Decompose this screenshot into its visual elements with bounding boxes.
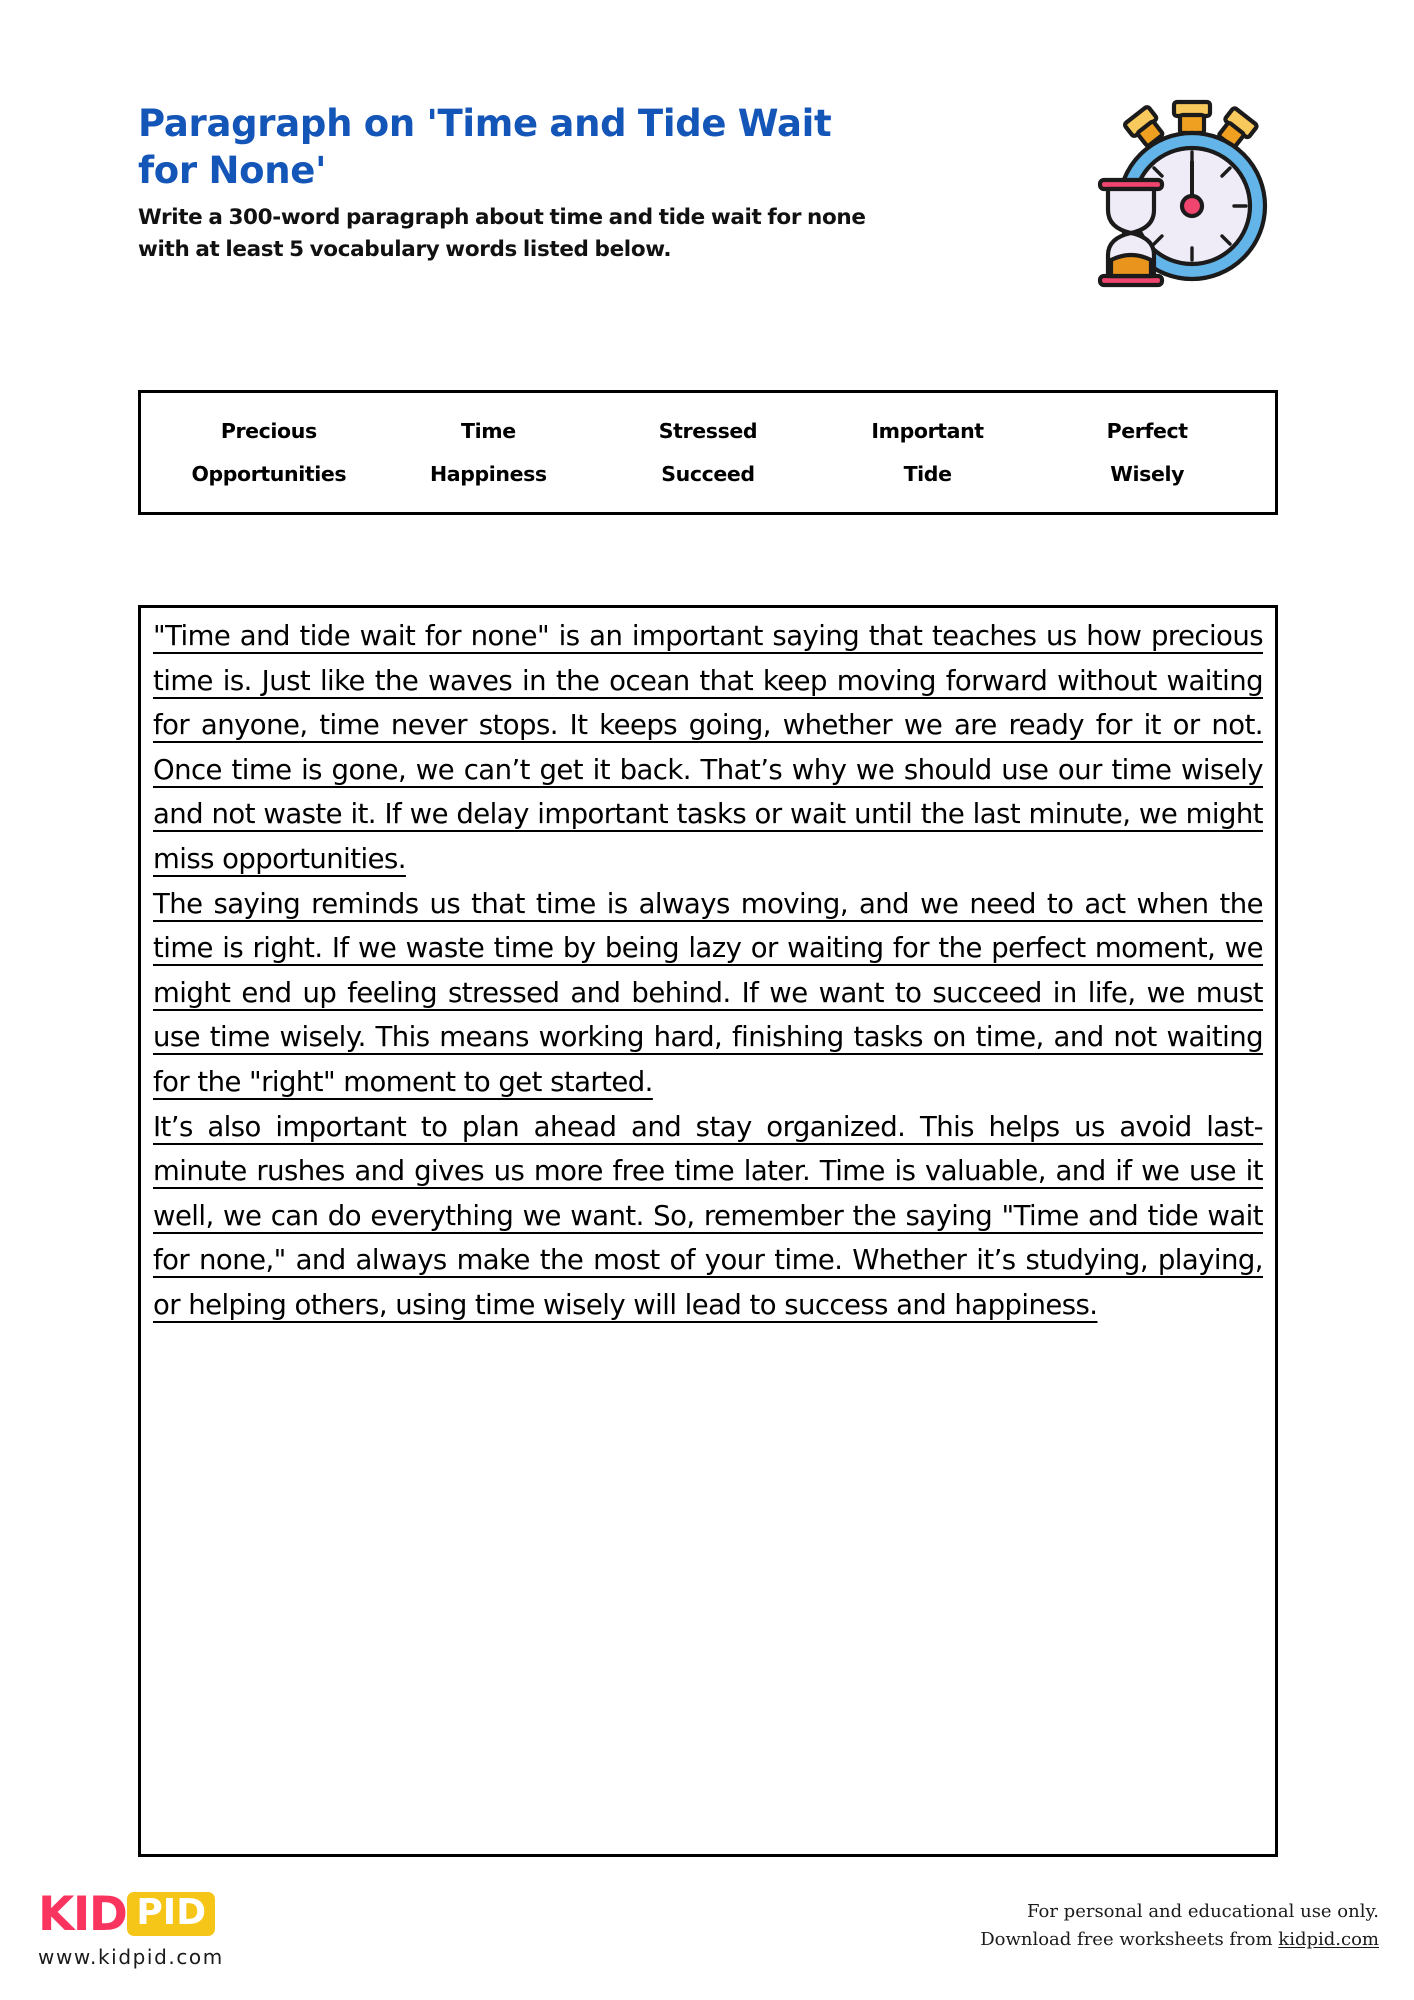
kidpid-link[interactable]: kidpid.com [1278,1928,1379,1950]
answer-area[interactable] [138,605,1278,1857]
footer-credit-line-2 [980,1926,1379,1954]
vocabulary-word: Happiness [430,462,547,486]
answer-paragraph: "Time and tide wait for none" is an important saying that teaches us how precious time is. Just like the waves in the ocean that keep moving forward without waiting for anyone, time never stops. It keeps going, whether we are ready for it or not. Once time is gone, we can’t get it back. That’s why we should use our time wisely and not waste it. If we delay important tasks or wait until the last minute, we might miss opportunities. [153,620,1263,875]
vocabulary-word: Succeed [661,462,755,486]
vocabulary-word: Time [461,419,516,443]
logo-mark [38,1888,224,1940]
worksheet-header [138,100,1278,300]
vocabulary-word: Precious [220,419,317,443]
footer-credit [980,1898,1379,1954]
footer-credit-line-1: For personal and educational use only. [1027,1901,1379,1922]
vocabulary-word: Important [871,419,984,443]
vocabulary-word: Opportunities [191,462,347,486]
vocabulary-word-bank [138,390,1278,515]
answer-paragraph: The saying reminds us that time is always moving, and we need to act when the time is right. If we waste time by being lazy or waiting for the perfect moment, we might end up feeling stressed and behind. If we want to succeed in life, we must use time wisely. This means working hard, finishing tasks on time, and not waiting for the "right" moment to get started. [153,887,1263,1098]
logo-pid-text: PID [127,1892,215,1936]
kidpid-logo[interactable] [38,1888,224,1969]
vocabulary-row [159,462,1257,486]
header-text-block [138,100,898,266]
footer-credit-prefix: Download free worksheets from [980,1928,1279,1950]
logo-website-url: www.kidpid.com [38,1945,224,1969]
stopwatch-and-hourglass-icon [1058,90,1278,295]
vocabulary-word: Perfect [1106,419,1188,443]
worksheet-instruction: Write a 300-word paragraph about time and tide wait for none with at least 5 vocabulary words listed below. [138,204,866,262]
vocabulary-row [159,419,1257,443]
vocabulary-word: Wisely [1110,462,1185,486]
worksheet-footer [0,1880,1414,2000]
vocabulary-word: Tide [903,462,952,486]
page-title: Paragraph on 'Time and Tide Wait for None' [138,102,832,193]
answer-paragraph: It’s also important to plan ahead and stay organized. This helps us avoid last-minute rushes and gives us more free time later. Time is valuable, and if we use it well, we can do everything we want. So, remember the saying "Time and tide wait for none," and always make the most of your time. Whether it’s studying, playing, or helping others, using time wisely will lead to success and happiness. [153,1110,1263,1321]
logo-kid-text: KID [38,1886,127,1942]
vocabulary-word: Stressed [658,419,758,443]
